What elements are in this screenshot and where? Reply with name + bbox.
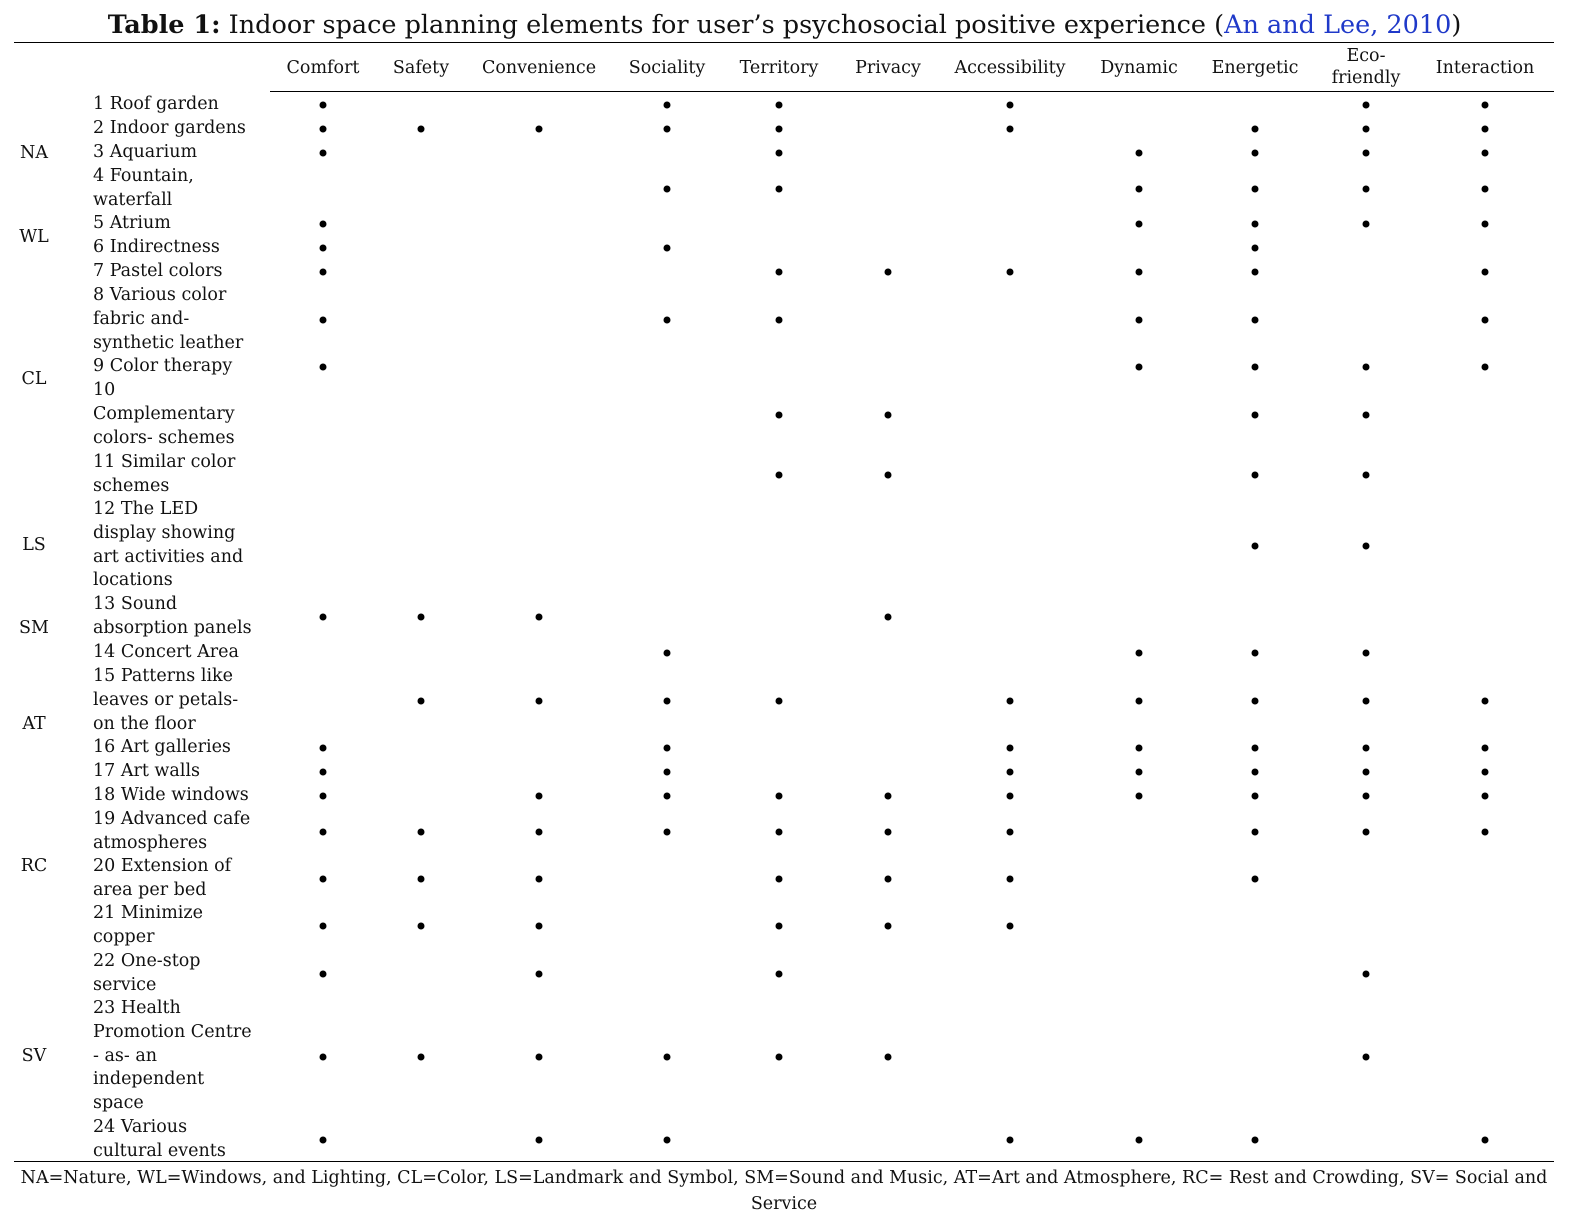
row-label: 22 One-stop service [93,951,201,995]
mark-dot [536,792,543,799]
column-header-privacy: Privacy [855,58,921,78]
group-label-sv: SV [21,1046,47,1066]
column-header-sociality: Sociality [628,58,706,78]
mark-dot [1363,1053,1370,1060]
row-label: 24 Various cultural events [93,1117,226,1161]
mark-dot [1136,363,1143,370]
table-label: Table 1: [107,10,221,40]
row-label: 14 Concert Area [93,642,239,662]
row-label: 9 Color therapy [93,356,233,376]
mark-dot [1007,792,1014,799]
row-label: 23 Health Promotion Centre - as- an independent space [93,998,252,1114]
mark-dot [1252,697,1259,704]
mark-dot [1482,220,1489,227]
mark-dot [1482,363,1489,370]
mark-dot [664,1136,671,1143]
row-label: 10 Complementary colors- schemes [93,380,235,448]
mark-dot [664,768,671,775]
mark-dot [320,768,327,775]
mark-dot [320,828,327,835]
mark-dot [1252,828,1259,835]
mark-dot [1252,220,1259,227]
mark-dot [320,792,327,799]
column-header-convenience: Convenience [481,58,597,78]
table-title [0,8,1569,42]
mark-dot [536,875,543,882]
group-label-rc: RC [20,856,48,876]
caption-close: ) [1451,10,1462,40]
mark-dot [1136,792,1143,799]
mark-dot [885,411,892,418]
mark-dot [885,268,892,275]
mark-dot [1363,697,1370,704]
mark-dot [664,792,671,799]
mark-dot [418,613,425,620]
mark-dot [664,125,671,132]
mark-dot [1482,828,1489,835]
mark-dot [1252,268,1259,275]
group-label-na: NA [20,143,48,163]
mark-dot [1007,268,1014,275]
mark-dot [320,875,327,882]
mark-dot [1363,649,1370,656]
column-header-interaction: Interaction [1435,58,1535,78]
mark-dot [1363,970,1370,977]
mark-dot [1252,244,1259,251]
mark-dot [1482,697,1489,704]
mark-dot [776,125,783,132]
mark-dot [418,875,425,882]
mark-dot [885,613,892,620]
mark-dot [536,970,543,977]
mark-dot [1363,125,1370,132]
column-header-accessibility: Accessibility [954,58,1066,78]
mark-dot [885,875,892,882]
mark-dot [320,744,327,751]
header-rule [270,91,1554,92]
column-header-ecofriendly: Eco- friendly [1331,46,1401,88]
mark-dot [664,185,671,192]
mark-dot [320,220,327,227]
column-header-comfort: Comfort [286,58,360,78]
mark-dot [664,244,671,251]
mark-dot [1363,542,1370,549]
mark-dot [1136,697,1143,704]
mark-dot [1252,471,1259,478]
row-label: 21 Minimize copper [93,903,203,947]
mark-dot [885,792,892,799]
mark-dot [320,1053,327,1060]
mark-dot [1252,649,1259,656]
mark-dot [664,649,671,656]
table-footnote: NA=Nature, WL=Windows, and Lighting, CL=Color, LS=Landmark and Symbol, SM=Sound and Music, AT=Art and Atmosphere, RC= Rest and Crowding, SV= Social and Service [20,1168,1548,1214]
mark-dot [1007,101,1014,108]
row-label: 15 Patterns like leaves or petals- on the floor [93,666,239,734]
row-label: 17 Art walls [93,761,201,781]
mark-dot [320,101,327,108]
row-label: 19 Advanced cafe atmospheres [93,809,251,853]
mark-dot [320,1136,327,1143]
mark-dot [536,125,543,132]
mark-dot [536,828,543,835]
mark-dot [418,828,425,835]
row-label: 6 Indirectness [93,237,220,257]
citation-link[interactable]: An and Lee, 2010 [1224,10,1452,40]
mark-dot [776,185,783,192]
mark-dot [776,268,783,275]
mark-dot [1252,149,1259,156]
mark-dot [320,244,327,251]
mark-dot [1252,875,1259,882]
group-label-ls: LS [22,535,46,555]
mark-dot [776,471,783,478]
mark-dot [1136,649,1143,656]
mark-dot [1363,471,1370,478]
mark-dot [1482,101,1489,108]
mark-dot [536,1136,543,1143]
row-label: 16 Art galleries [93,737,231,757]
mark-dot [320,316,327,323]
row-label: 12 The LED display showing art activities and locations [93,499,244,591]
row-label: 7 Pastel colors [93,261,223,281]
row-label: 3 Aquarium [93,142,198,162]
group-label-at: AT [22,714,46,734]
mark-dot [1363,744,1370,751]
mark-dot [664,697,671,704]
mark-dot [776,697,783,704]
mark-dot [320,613,327,620]
mark-dot [320,125,327,132]
mark-dot [776,1053,783,1060]
mark-dot [1363,185,1370,192]
mark-dot [1482,792,1489,799]
mark-dot [885,828,892,835]
column-header-dynamic: Dynamic [1100,58,1178,78]
row-label: 2 Indoor gardens [93,118,246,138]
mark-dot [1136,185,1143,192]
mark-dot [1252,744,1259,751]
row-label: 20 Extension of area per bed [93,856,232,900]
mark-dot [418,697,425,704]
mark-dot [536,697,543,704]
mark-dot [418,922,425,929]
row-label: 4 Fountain, waterfall [93,166,194,210]
mark-dot [1136,220,1143,227]
mark-dot [536,1053,543,1060]
mark-dot [664,744,671,751]
mark-dot [1482,316,1489,323]
mark-dot [1482,185,1489,192]
mark-dot [536,922,543,929]
mark-dot [1252,542,1259,549]
column-header-safety: Safety [392,58,450,78]
mark-dot [418,1053,425,1060]
mark-dot [1007,768,1014,775]
mark-dot [776,149,783,156]
mark-dot [1482,268,1489,275]
mark-dot [664,1053,671,1060]
table-caption: Indoor space planning elements for user’s psychosocial positive experience ( [220,10,1225,40]
row-label: 5 Atrium [93,213,171,233]
mark-dot [1136,149,1143,156]
top-rule [14,42,1554,43]
mark-dot [1363,149,1370,156]
mark-dot [1007,1136,1014,1143]
mark-dot [776,922,783,929]
group-label-sm: SM [19,618,49,638]
mark-dot [1482,768,1489,775]
mark-dot [1363,220,1370,227]
mark-dot [776,411,783,418]
mark-dot [776,101,783,108]
mark-dot [776,875,783,882]
row-label: 13 Sound absorption panels [93,594,252,638]
row-label: 18 Wide windows [93,785,249,805]
mark-dot [1363,411,1370,418]
mark-dot [1007,875,1014,882]
mark-dot [320,268,327,275]
mark-dot [1007,744,1014,751]
mark-dot [1007,828,1014,835]
column-header-energetic: Energetic [1211,58,1299,78]
mark-dot [1252,363,1259,370]
mark-dot [776,792,783,799]
mark-dot [1136,268,1143,275]
mark-dot [320,363,327,370]
mark-dot [1363,768,1370,775]
mark-dot [536,613,543,620]
mark-dot [1007,922,1014,929]
mark-dot [776,970,783,977]
mark-dot [1252,768,1259,775]
mark-dot [885,1053,892,1060]
mark-dot [1252,411,1259,418]
mark-dot [1482,1136,1489,1143]
mark-dot [320,922,327,929]
mark-dot [1252,185,1259,192]
mark-dot [1252,316,1259,323]
mark-dot [1252,125,1259,132]
mark-dot [1482,125,1489,132]
row-label: 8 Various color fabric and- synthetic leather [93,285,244,353]
mark-dot [1482,744,1489,751]
group-label-cl: CL [21,369,47,389]
mark-dot [885,471,892,478]
mark-dot [664,316,671,323]
mark-dot [664,828,671,835]
mark-dot [776,828,783,835]
mark-dot [885,922,892,929]
column-header-territory: Territory [739,58,819,78]
mark-dot [1007,125,1014,132]
mark-dot [1136,1136,1143,1143]
mark-dot [1136,316,1143,323]
mark-dot [1252,1136,1259,1143]
mark-dot [418,125,425,132]
group-label-wl: WL [19,227,49,247]
mark-dot [1363,828,1370,835]
mark-dot [320,149,327,156]
mark-dot [1136,744,1143,751]
mark-dot [664,101,671,108]
mark-dot [1363,363,1370,370]
mark-dot [1007,697,1014,704]
mark-dot [1482,149,1489,156]
mark-dot [320,970,327,977]
mark-dot [1363,101,1370,108]
row-label: 11 Similar color schemes [93,452,236,496]
mark-dot [1136,768,1143,775]
mark-dot [1252,792,1259,799]
mark-dot [1363,792,1370,799]
mark-dot [776,316,783,323]
row-label: 1 Roof garden [93,94,219,114]
